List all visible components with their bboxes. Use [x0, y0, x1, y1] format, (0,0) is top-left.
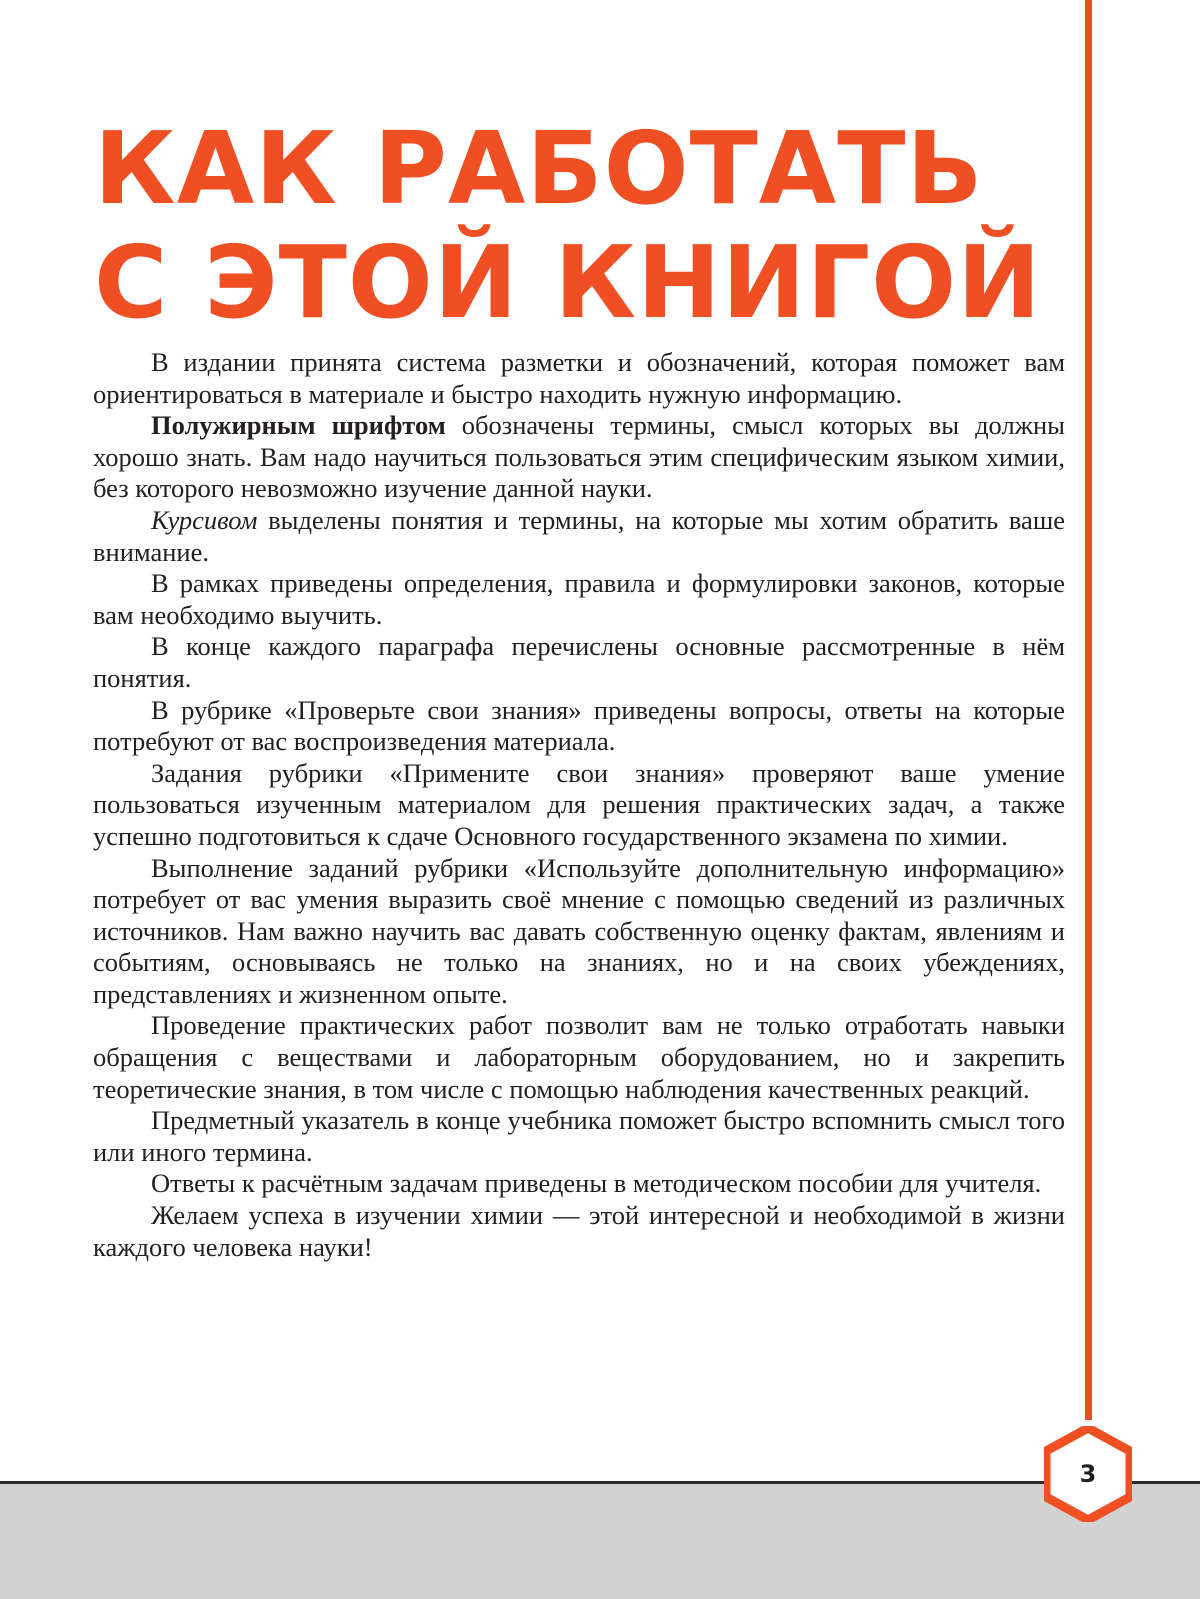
- paragraph-intro: [93, 347, 1065, 410]
- paragraph-text: Ответы к расчётным задачам приведены в методическом пособии для учителя.: [151, 1168, 1042, 1199]
- paragraph-text: Предметный указатель в конце учебника поможет быстро вспомнить смысл того или иного термина.: [93, 1105, 1065, 1167]
- paragraph-italic: [93, 505, 1065, 568]
- bold-term: Полужирным шрифтом: [151, 410, 446, 441]
- paragraph-text: Выполнение заданий рубрики «Используйте дополнительную информацию» потребует от вас умения выразить своё мнение с помощью сведений из различных источников. Нам важно научить вас давать собственную оценку фактам, явлениям и событиям, основываясь не только на знаниях, но и на своих убеждениях, представлениях и жизненном опыте.: [93, 852, 1065, 1009]
- page-title: [94, 112, 1042, 340]
- paragraph-concepts: [93, 631, 1065, 694]
- paragraph-apply: [93, 758, 1065, 853]
- paragraph-text: Проведение практических работ позволит вам не только отработать навыки обращения с веществами и лабораторным оборудованием, но и закрепить теоретические знания, в том числе с помощью наблюдения качественных реакций.: [93, 1010, 1065, 1104]
- paragraph-wish: [93, 1200, 1065, 1263]
- paragraph-practical: [93, 1010, 1065, 1105]
- paragraph-answers: [93, 1168, 1065, 1200]
- page-title-line-1: КАК РАБОТАТЬ: [94, 110, 984, 227]
- paragraph-text: Задания рубрики «Примените свои знания» проверяют ваше умение пользоваться изученным материалом для решения практических задач, а также успешно подготовиться к сдаче Основного государственного экзамена по химии.: [93, 757, 1065, 851]
- paragraph-text: В издании принята система разметки и обозначений, которая поможет вам ориентироваться в материале и быстро находить нужную информацию.: [93, 347, 1065, 409]
- paragraph-text: В конце каждого параграфа перечислены основные рассмотренные в нём понятия.: [93, 631, 1065, 693]
- paragraph-text: выделены понятия и термины, на которые мы хотим обратить ваше внимание.: [93, 504, 1065, 567]
- italic-term: Курсивом: [151, 504, 258, 535]
- paragraph-text: В рамках приведены определения, правила и формулировки законов, которые вам необходимо выучить.: [93, 568, 1065, 630]
- body-text: [93, 347, 1065, 1263]
- paragraph-bold: [93, 410, 1065, 505]
- paragraph-check: [93, 695, 1065, 758]
- paragraph-index: [93, 1105, 1065, 1168]
- orange-vertical-rule: [1085, 0, 1092, 1420]
- paragraph-text: Желаем успеха в изучении химии — этой интересной и необходимой в жизни каждого человека науки!: [93, 1200, 1065, 1262]
- paragraph-text: В рубрике «Проверьте свои знания» приведены вопросы, ответы на которые потребуют от вас воспроизведения материала.: [93, 694, 1065, 757]
- page-number: 3: [1079, 1460, 1097, 1488]
- page-title-line-2: С ЭТОЙ КНИГОЙ: [94, 224, 1042, 341]
- paragraph-extra-info: [93, 853, 1065, 1011]
- footer-band: [0, 1481, 1200, 1599]
- paragraph-frames: [93, 568, 1065, 631]
- paragraph-text: обозначены термины, смысл которых вы должны хорошо знать. Вам надо научиться пользоваться этим специфическим языком химии, без которого невозможно изучение данной науки.: [93, 410, 1065, 504]
